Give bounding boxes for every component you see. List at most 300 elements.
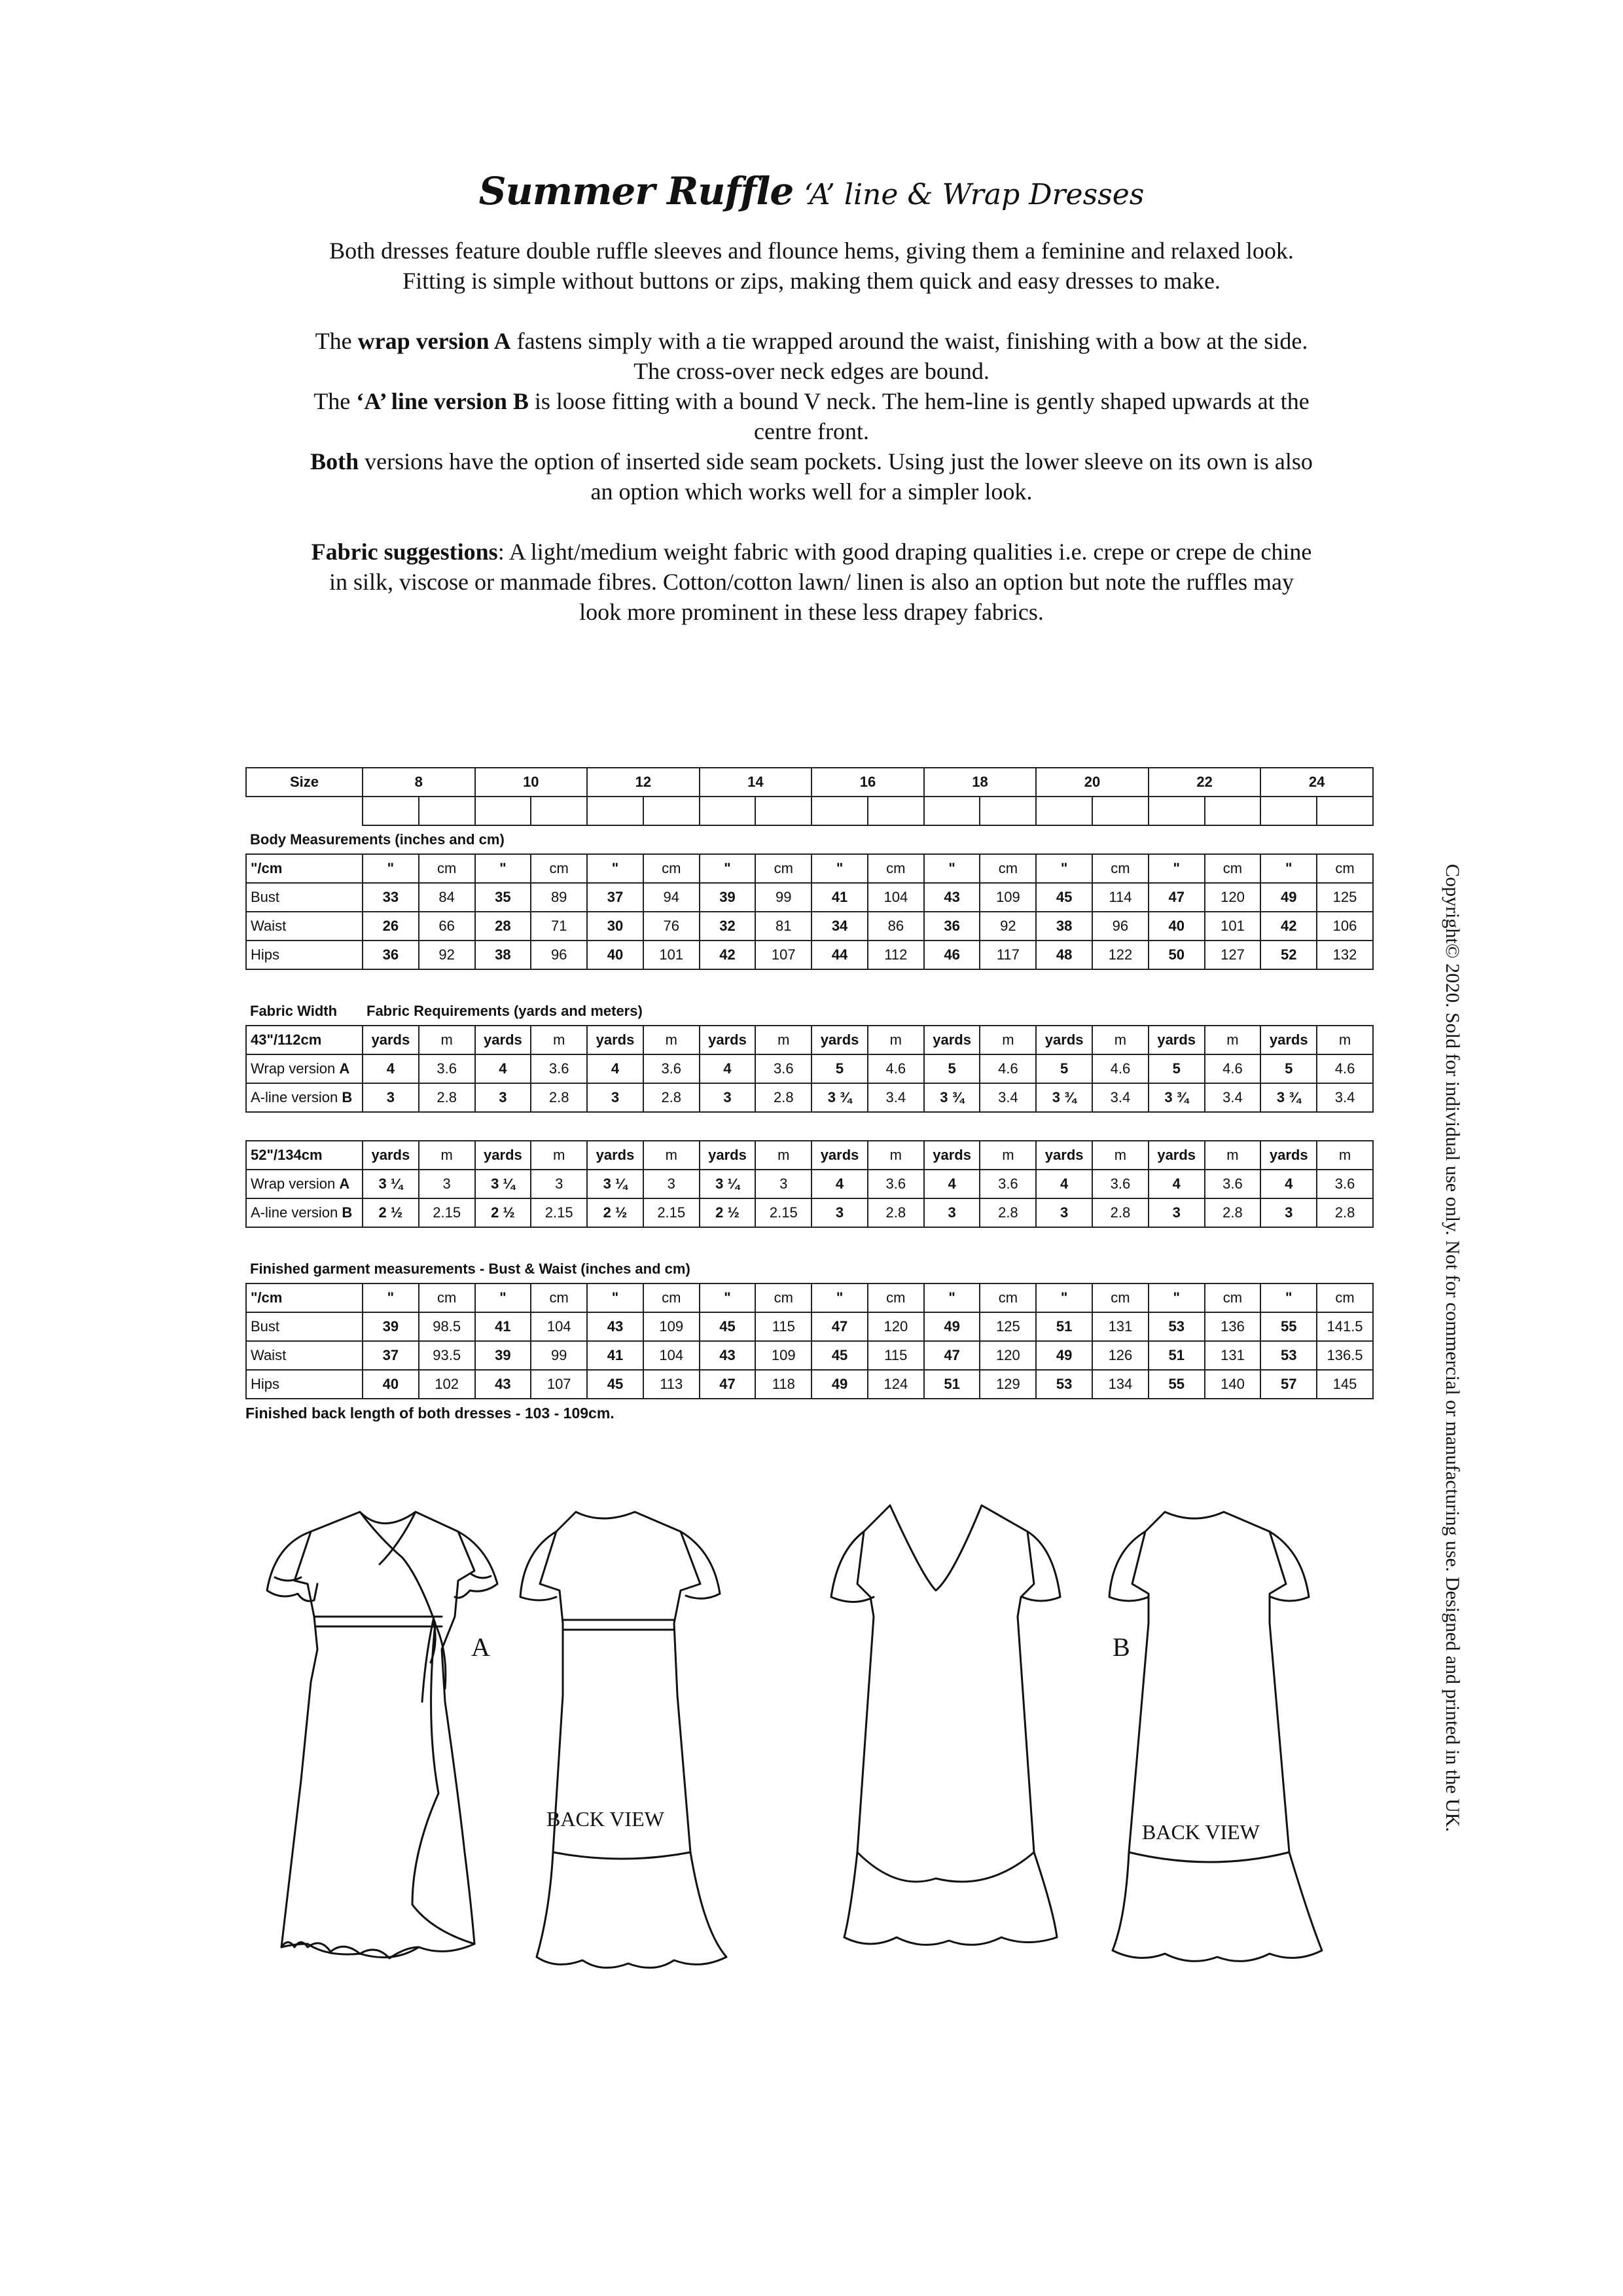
fabric-row	[246, 1170, 1373, 1198]
intro-line: The wrap version A fastens simply with a tie wrapped around the waist, finishing with a bow at the side.	[315, 328, 1308, 354]
fabric-cell: 3	[587, 1083, 643, 1112]
fabric-unit-header: yards	[475, 1026, 531, 1054]
fabric-row	[246, 1083, 1373, 1112]
measurement-cell: 76	[643, 912, 700, 941]
fabric-cell: 5	[924, 1054, 980, 1083]
row-label: A-line version B	[246, 1198, 363, 1227]
size-chart	[245, 767, 1372, 1422]
body-row	[246, 883, 1373, 912]
fabric-unit-header: m	[755, 1141, 812, 1170]
fabric-cell: 3.4	[1092, 1083, 1149, 1112]
row-label: Bust	[246, 1312, 363, 1341]
measurement-cell: 42	[700, 941, 756, 969]
fabric-cell: 3	[475, 1083, 531, 1112]
measurement-cell: 107	[531, 1370, 587, 1399]
intro-line: an option which works well for a simpler look.	[590, 478, 1033, 505]
measurement-cell: 43	[475, 1370, 531, 1399]
size-header: 16	[812, 768, 924, 797]
fabric-cell: 3.6	[419, 1054, 475, 1083]
measurement-cell: 140	[1205, 1370, 1261, 1399]
measurement-cell: 132	[1317, 941, 1373, 969]
fabric-unit-header: yards	[924, 1026, 980, 1054]
fabric-cell: 2.8	[868, 1198, 924, 1227]
fabric-unit-header: m	[980, 1141, 1036, 1170]
measurement-cell: 28	[475, 912, 531, 941]
measurement-cell: 49	[924, 1312, 980, 1341]
size-header: 20	[1036, 768, 1149, 797]
fabric-unit-header: yards	[587, 1026, 643, 1054]
measurement-cell: 104	[868, 883, 924, 912]
unit-header: "	[1036, 854, 1092, 883]
fabric-unit-header: m	[1092, 1026, 1149, 1054]
fabric-cell: 4	[812, 1170, 868, 1198]
measurement-cell: 118	[755, 1370, 812, 1399]
measurement-cell: 102	[419, 1370, 475, 1399]
unit-header: cm	[980, 854, 1036, 883]
drawing-label-b: B	[1113, 1632, 1130, 1662]
size-header-row	[246, 768, 1373, 797]
blank-cell	[924, 797, 980, 825]
finished-row	[246, 1341, 1373, 1370]
measurement-cell: 93.5	[419, 1341, 475, 1370]
unit-header: "	[1036, 1283, 1092, 1312]
measurement-cell: 45	[587, 1370, 643, 1399]
blank-cell	[980, 797, 1036, 825]
fabric-cell: 4.6	[1092, 1054, 1149, 1083]
fabric-req-title: Fabric Requirements (yards and meters)	[366, 1003, 643, 1019]
measurement-cell: 131	[1205, 1341, 1261, 1370]
fabric-cell: 3.4	[1205, 1083, 1261, 1112]
measurement-cell: 50	[1149, 941, 1205, 969]
fabric-cell: 2.8	[1317, 1198, 1373, 1227]
unit-header: "	[587, 1283, 643, 1312]
fabric-cell: 3	[419, 1170, 475, 1198]
unit-header: cm	[419, 854, 475, 883]
measurement-cell: 47	[812, 1312, 868, 1341]
measurement-cell: 49	[1260, 883, 1317, 912]
unit-header: cm	[868, 854, 924, 883]
measurement-cell: 41	[587, 1341, 643, 1370]
fabric-cell: 3	[1036, 1198, 1092, 1227]
measurement-cell: 109	[980, 883, 1036, 912]
spacer-row	[246, 1112, 1373, 1141]
fabric-cell: 4	[924, 1170, 980, 1198]
measurement-cell: 39	[363, 1312, 419, 1341]
measurement-cell: 45	[812, 1341, 868, 1370]
unit-header: cm	[755, 854, 812, 883]
unit-header: cm	[868, 1283, 924, 1312]
unit-header: "	[1260, 854, 1317, 883]
unit-header: cm	[1317, 1283, 1373, 1312]
size-header: 14	[700, 768, 812, 797]
fabric-cell: 5	[1149, 1054, 1205, 1083]
measurement-cell: 32	[700, 912, 756, 941]
fabric-unit-header: yards	[363, 1026, 419, 1054]
row-label: Waist	[246, 912, 363, 941]
size-header: 24	[1260, 768, 1373, 797]
intro-line: The cross-over neck edges are bound.	[633, 358, 990, 384]
measurement-cell: 41	[812, 883, 868, 912]
measurement-cell: 48	[1036, 941, 1092, 969]
size-header: 22	[1149, 768, 1261, 797]
fabric-unit-header: yards	[1149, 1026, 1205, 1054]
unit-header: "	[924, 1283, 980, 1312]
fabric-cell: 3.4	[868, 1083, 924, 1112]
measurement-cell: 39	[475, 1341, 531, 1370]
size-header: 8	[363, 768, 475, 797]
fabric-cell: 5	[812, 1054, 868, 1083]
fabric-cell: 3	[363, 1083, 419, 1112]
measurement-cell: 53	[1036, 1370, 1092, 1399]
fabric-cell: 3	[755, 1170, 812, 1198]
fabric-cell: 3.6	[868, 1170, 924, 1198]
fabric-cell: 2 ½	[475, 1198, 531, 1227]
size-label: Size	[246, 768, 363, 797]
measurement-cell: 104	[643, 1341, 700, 1370]
fabric-unit-header: yards	[475, 1141, 531, 1170]
measurement-cell: 124	[868, 1370, 924, 1399]
fabric-cell: 3.4	[1317, 1083, 1373, 1112]
measurement-cell: 55	[1260, 1312, 1317, 1341]
measurement-cell: 99	[531, 1341, 587, 1370]
fabric-unit-header: m	[419, 1026, 475, 1054]
size-header: 10	[475, 768, 588, 797]
fabric-width-value: 43"/112cm	[246, 1026, 363, 1054]
fabric-cell: 4.6	[868, 1054, 924, 1083]
fabric-cell: 2 ½	[363, 1198, 419, 1227]
measurement-cell: 66	[419, 912, 475, 941]
fabric-cell: 4.6	[1317, 1054, 1373, 1083]
fabric-unit-header: m	[531, 1141, 587, 1170]
unit-header: "	[700, 854, 756, 883]
fabric-cell: 3.4	[980, 1083, 1036, 1112]
size-table	[245, 767, 1374, 1399]
measurement-cell: 43	[924, 883, 980, 912]
fabric-width-value: 52"/134cm	[246, 1141, 363, 1170]
finished-measurements-title: Finished garment measurements - Bust & Waist (inches and cm)	[250, 1261, 690, 1277]
row-label: A-line version B	[246, 1083, 363, 1112]
unit-header: cm	[1205, 1283, 1261, 1312]
measurement-cell: 96	[531, 941, 587, 969]
measurement-cell: 104	[531, 1312, 587, 1341]
measurement-cell: 42	[1260, 912, 1317, 941]
blank-cell	[1205, 797, 1261, 825]
section-title-row	[246, 825, 1373, 854]
measurement-cell: 35	[475, 883, 531, 912]
fabric-cell: 4	[700, 1054, 756, 1083]
measurement-cell: 36	[924, 912, 980, 941]
fabric-cell: 3.6	[1205, 1170, 1261, 1198]
measurement-cell: 52	[1260, 941, 1317, 969]
measurement-cell: 107	[755, 941, 812, 969]
title-subtitle: ‘A’ line & Wrap Dresses	[804, 178, 1145, 211]
unit-header: cm	[643, 854, 700, 883]
page-title	[0, 169, 1623, 213]
fabric-cell: 2.8	[980, 1198, 1036, 1227]
body-measurements-title: Body Measurements (inches and cm)	[250, 831, 505, 848]
finished-row	[246, 1312, 1373, 1341]
fabric-cell: 2 ½	[700, 1198, 756, 1227]
fabric-unit-header: yards	[1149, 1141, 1205, 1170]
fabric-title-row	[246, 997, 1373, 1026]
fabric-cell: 3	[643, 1170, 700, 1198]
fabric-cell: 3.6	[531, 1054, 587, 1083]
fabric-unit-header: m	[531, 1026, 587, 1054]
unit-row	[246, 854, 1373, 883]
fabric-cell: 4	[1260, 1170, 1317, 1198]
title-script: Summer Ruffle	[478, 169, 794, 213]
wrap-dress-front-drawing	[267, 1512, 497, 1958]
fabric-unit-header: m	[643, 1141, 700, 1170]
fabric-unit-header: yards	[1036, 1141, 1092, 1170]
body-row	[246, 941, 1373, 969]
fabric-cell: 3	[812, 1198, 868, 1227]
fabric-cell: 2 ½	[587, 1198, 643, 1227]
intro-line: centre front.	[754, 418, 869, 444]
fabric-unit-header: yards	[1260, 1026, 1317, 1054]
measurement-cell: 109	[643, 1312, 700, 1341]
row-label: Wrap version A	[246, 1054, 363, 1083]
measurement-cell: 37	[587, 883, 643, 912]
measurement-cell: 134	[1092, 1370, 1149, 1399]
fabric-cell: 3.6	[980, 1170, 1036, 1198]
aline-dress-back-drawing	[1109, 1512, 1322, 1961]
unit-header: cm	[1092, 854, 1149, 883]
measurement-cell: 43	[700, 1341, 756, 1370]
measurement-cell: 71	[531, 912, 587, 941]
blank-cell	[1260, 797, 1317, 825]
fabric-cell: 4.6	[1205, 1054, 1261, 1083]
drawing-label-a: A	[471, 1632, 490, 1662]
fabric-cell: 4.6	[980, 1054, 1036, 1083]
unit-header: "	[363, 1283, 419, 1312]
fabric-unit-header: yards	[1036, 1026, 1092, 1054]
spacer-row	[246, 1227, 1373, 1255]
measurement-cell: 120	[1205, 883, 1261, 912]
measurement-cell: 46	[924, 941, 980, 969]
unit-header: "	[700, 1283, 756, 1312]
fabric-unit-row	[246, 1141, 1373, 1170]
blank-row	[246, 797, 1373, 825]
row-label: Hips	[246, 1370, 363, 1399]
blank-cell	[700, 797, 756, 825]
fabric-cell: 4	[1149, 1170, 1205, 1198]
measurement-cell: 120	[980, 1341, 1036, 1370]
spacer-row	[246, 969, 1373, 997]
unit-header: "	[1149, 1283, 1205, 1312]
unit-header: "	[363, 854, 419, 883]
fabric-unit-header: yards	[700, 1026, 756, 1054]
measurement-cell: 89	[531, 883, 587, 912]
measurement-cell: 92	[980, 912, 1036, 941]
measurement-cell: 53	[1260, 1341, 1317, 1370]
fabric-cell: 3 ¾	[812, 1083, 868, 1112]
size-header: 18	[924, 768, 1037, 797]
fabric-cell: 3	[1149, 1198, 1205, 1227]
blank-cell	[643, 797, 700, 825]
measurement-cell: 44	[812, 941, 868, 969]
fabric-cell: 3 ¾	[1260, 1083, 1317, 1112]
measurement-cell: 113	[643, 1370, 700, 1399]
measurement-cell: 129	[980, 1370, 1036, 1399]
measurement-cell: 122	[1092, 941, 1149, 969]
blank-cell	[531, 797, 587, 825]
fabric-cell: 3 ¼	[700, 1170, 756, 1198]
blank-cell	[363, 797, 419, 825]
unit-header: "	[812, 1283, 868, 1312]
measurement-cell: 40	[363, 1370, 419, 1399]
fabric-cell: 2.8	[531, 1083, 587, 1112]
measurement-cell: 117	[980, 941, 1036, 969]
measurement-cell: 86	[868, 912, 924, 941]
measurement-cell: 30	[587, 912, 643, 941]
row-label: Bust	[246, 883, 363, 912]
fabric-unit-header: m	[419, 1141, 475, 1170]
measurement-cell: 115	[868, 1341, 924, 1370]
measurement-cell: 114	[1092, 883, 1149, 912]
measurement-cell: 125	[980, 1312, 1036, 1341]
intro-line: look more prominent in these less drapey fabrics.	[579, 599, 1044, 625]
row-label: Wrap version A	[246, 1170, 363, 1198]
fabric-unit-header: m	[1205, 1141, 1261, 1170]
measurement-cell: 38	[475, 941, 531, 969]
measurement-cell: 84	[419, 883, 475, 912]
fabric-row	[246, 1198, 1373, 1227]
fabric-cell: 2.15	[531, 1198, 587, 1227]
fabric-cell: 3	[700, 1083, 756, 1112]
measurement-cell: 33	[363, 883, 419, 912]
measurement-cell: 37	[363, 1341, 419, 1370]
measurement-cell: 94	[643, 883, 700, 912]
measurement-cell: 106	[1317, 912, 1373, 941]
fabric-cell: 3	[924, 1198, 980, 1227]
intro-line: in silk, viscose or manmade fibres. Cotton/cotton lawn/ linen is also an option but note the ruffles may	[329, 569, 1294, 595]
measurement-cell: 55	[1149, 1370, 1205, 1399]
blank-cell	[868, 797, 924, 825]
measurement-cell: 57	[1260, 1370, 1317, 1399]
fabric-unit-header: yards	[700, 1141, 756, 1170]
unit-header: "	[587, 854, 643, 883]
unit-header: "	[1260, 1283, 1317, 1312]
measurement-cell: 40	[1149, 912, 1205, 941]
section-title-row	[246, 1255, 1373, 1283]
fabric-cell: 4	[363, 1054, 419, 1083]
unit-header: cm	[980, 1283, 1036, 1312]
fabric-unit-header: m	[1092, 1141, 1149, 1170]
fabric-cell: 3.6	[1092, 1170, 1149, 1198]
blank-cell	[812, 797, 868, 825]
unit-header: cm	[755, 1283, 812, 1312]
fabric-cell: 5	[1036, 1054, 1092, 1083]
blank-cell	[246, 797, 363, 825]
fabric-cell: 3	[531, 1170, 587, 1198]
blank-cell	[587, 797, 643, 825]
fabric-cell: 3 ¼	[587, 1170, 643, 1198]
measurement-cell: 81	[755, 912, 812, 941]
measurement-cell: 101	[1205, 912, 1261, 941]
fabric-cell: 3 ¾	[924, 1083, 980, 1112]
fabric-row	[246, 1054, 1373, 1083]
size-header: 12	[587, 768, 700, 797]
measurement-cell: 34	[812, 912, 868, 941]
fabric-cell: 3 ¾	[1036, 1083, 1092, 1112]
measurement-cell: 115	[755, 1312, 812, 1341]
measurement-cell: 41	[475, 1312, 531, 1341]
spacer	[246, 1112, 1373, 1141]
fabric-cell: 3 ¾	[1149, 1083, 1205, 1112]
measurement-cell: 38	[1036, 912, 1092, 941]
measurement-cell: 127	[1205, 941, 1261, 969]
copyright-notice	[1437, 864, 1463, 1878]
fabric-cell: 3.6	[1317, 1170, 1373, 1198]
unit-header: cm	[531, 854, 587, 883]
unit-header: "	[475, 854, 531, 883]
dress-drawings	[262, 1486, 1374, 2009]
fabric-cell: 2.8	[419, 1083, 475, 1112]
aline-dress-front-drawing	[831, 1505, 1130, 1945]
wrap-dress-back-drawing	[520, 1512, 726, 1967]
row-label: Hips	[246, 941, 363, 969]
measurement-cell: 96	[1092, 912, 1149, 941]
unit-header: "	[1149, 854, 1205, 883]
fabric-cell: 2.15	[755, 1198, 812, 1227]
fabric-unit-row	[246, 1026, 1373, 1054]
fabric-width-label: Fabric Width	[250, 1003, 338, 1019]
fabric-unit-header: yards	[363, 1141, 419, 1170]
measurement-cell: 36	[363, 941, 419, 969]
fabric-unit-header: m	[1317, 1141, 1373, 1170]
measurement-cell: 92	[419, 941, 475, 969]
unit-header: cm	[1317, 854, 1373, 883]
measurement-cell: 99	[755, 883, 812, 912]
measurement-cell: 109	[755, 1341, 812, 1370]
blank-cell	[419, 797, 475, 825]
fabric-unit-header: yards	[587, 1141, 643, 1170]
measurement-cell: 45	[700, 1312, 756, 1341]
blank-cell	[1149, 797, 1205, 825]
fabric-cell: 3 ¼	[475, 1170, 531, 1198]
fabric-cell: 4	[587, 1054, 643, 1083]
finished-row	[246, 1370, 1373, 1399]
fabric-cell: 4	[1036, 1170, 1092, 1198]
intro-text	[196, 236, 1427, 627]
measurement-cell: 43	[587, 1312, 643, 1341]
fabric-cell: 2.8	[755, 1083, 812, 1112]
measurement-cell: 47	[924, 1341, 980, 1370]
fabric-unit-header: m	[1317, 1026, 1373, 1054]
fabric-cell: 3 ¼	[363, 1170, 419, 1198]
measurement-cell: 51	[1036, 1312, 1092, 1341]
unit-header: cm	[643, 1283, 700, 1312]
measurement-cell: 136.5	[1317, 1341, 1373, 1370]
measurement-cell: 49	[812, 1370, 868, 1399]
blank-cell	[1317, 797, 1373, 825]
fabric-cell: 5	[1260, 1054, 1317, 1083]
unit-header: cm	[419, 1283, 475, 1312]
blank-cell	[755, 797, 812, 825]
copyright-text: Copyright© 2020. Sold for individual use only. Not for commercial or manufacturing use. Designed and printed in the UK.	[1442, 864, 1463, 1832]
measurement-cell: 145	[1317, 1370, 1373, 1399]
measurement-cell: 126	[1092, 1341, 1149, 1370]
blank-cell	[1092, 797, 1149, 825]
measurement-cell: 98.5	[419, 1312, 475, 1341]
measurement-cell: 49	[1036, 1341, 1092, 1370]
measurement-cell: 26	[363, 912, 419, 941]
fabric-cell: 3.6	[755, 1054, 812, 1083]
measurement-cell: 101	[643, 941, 700, 969]
fabric-unit-header: yards	[812, 1026, 868, 1054]
fabric-unit-header: yards	[812, 1141, 868, 1170]
